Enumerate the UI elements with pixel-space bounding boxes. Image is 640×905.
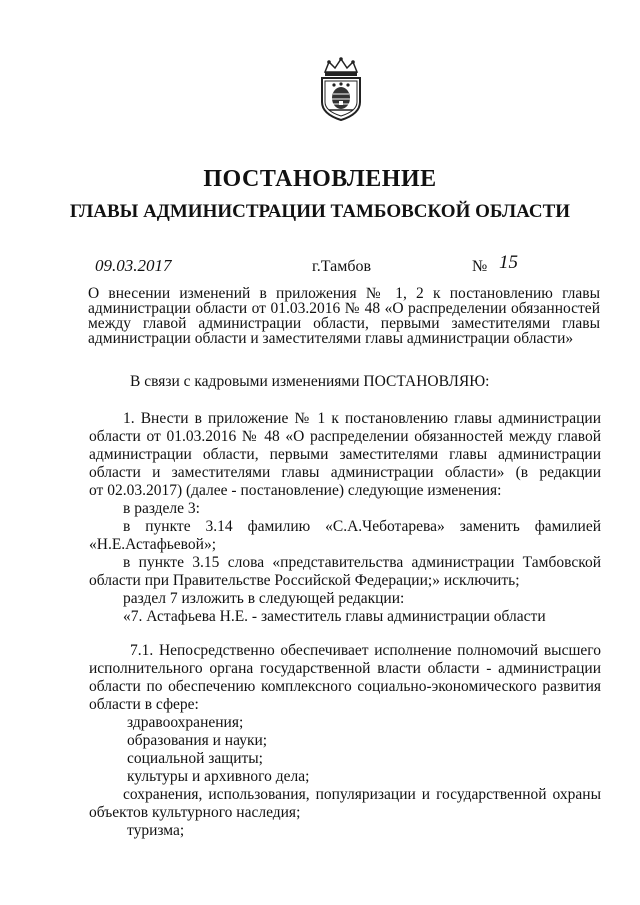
list-item: туризма; [127,822,185,839]
p1-line: области от 01.03.2016 № 48 «О распределении обязанностей между главой [89,428,601,445]
list-item: образования и науки; [127,732,268,749]
document-title: ПОСТАНОВЛЕНИЕ [203,166,437,192]
list-item: социальной защиты; [127,750,263,767]
item-3-15-line: области при Правительстве Российской Федерации;» исключить; [89,572,520,589]
item-3-14-line: в пункте 3.14 фамилию «С.А.Чеботарева» заменить фамилией [123,518,601,535]
p71-line: области по обеспечению комплексного социально-экономического развития [89,678,601,695]
p71-line: исполнительного органа государственной власти области - администрации [89,660,601,677]
p1-line: области и заместителями главы администрации области» (в редакции [89,464,601,481]
list-item: культуры и архивного дела; [127,768,310,785]
section-3-line: в разделе 3: [123,500,200,517]
document-number: 15 [499,252,518,273]
document-number-label: № [472,258,488,275]
item-3-15-line: в пункте 3.15 слова «представительства администрации Тамбовской [123,554,601,571]
item-3-14-line: «Н.Е.Астафьевой»; [89,536,216,553]
p1-line: 1. Внести в приложение № 1 к постановлению главы администрации [123,410,601,427]
section-7-line: раздел 7 изложить в следующей редакции: [123,590,405,607]
tambov-coat-of-arms-icon [315,56,367,122]
p1-line: администрации области, первыми заместителями главы администрации [89,446,601,463]
document-city: г.Тамбов [312,258,372,275]
list-item: здравоохранения; [127,714,244,731]
document-subtitle: ГЛАВЫ АДМИНИСТРАЦИИ ТАМБОВСКОЙ ОБЛАСТИ [69,201,571,222]
section-7-heading: «7. Астафьева Н.Е. - заместитель главы администрации области [123,608,546,625]
document-subject: О внесении изменений в приложения № 1, 2 к постановлению главы администрации области от 01.03.2016 № 48 «О распределении обязанностей между главой администрации области, первыми заместителями главы администрации области и заместителями главы администрации области» [88,285,600,347]
document-date: 09.03.2017 [95,256,172,275]
intro-paragraph: В связи с кадровыми изменениями ПОСТАНОВЛЯЮ: [130,373,490,390]
p1-line: от 02.03.2017) (далее - постановление) следующие изменения: [89,482,502,499]
heritage-line: объектов культурного наследия; [89,804,301,821]
heritage-line: сохранения, использования, популяризации и государственной охраны [123,786,601,803]
p71-line: области в сфере: [89,696,199,713]
p71-line: 7.1. Непосредственно обеспечивает исполнение полномочий высшего [130,642,601,659]
